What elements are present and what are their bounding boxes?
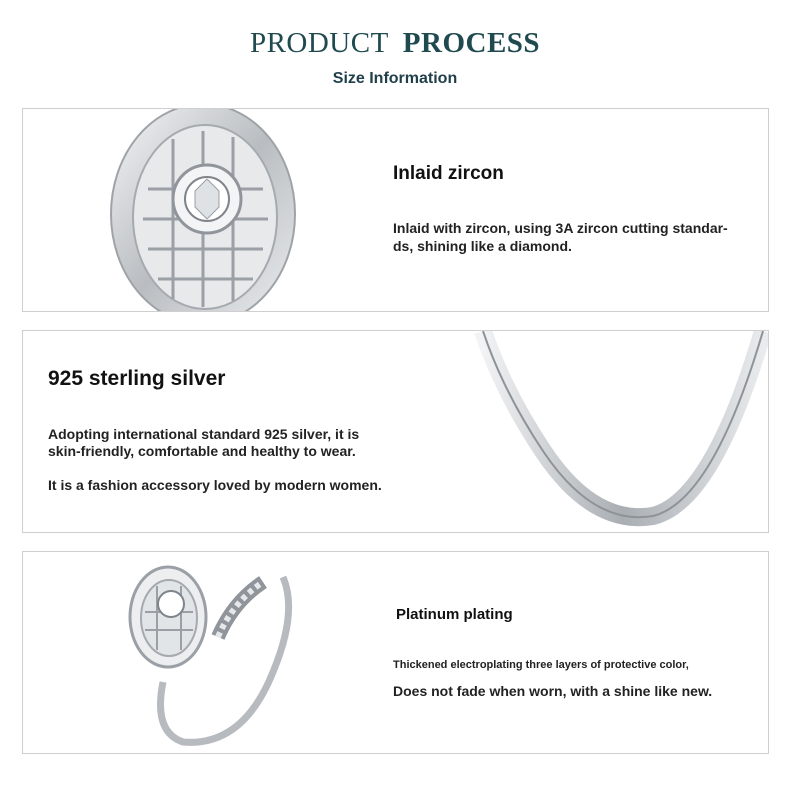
page-subtitle: Size Information — [332, 70, 458, 87]
section-text-line: Inlaid with zircon, using 3A zircon cutting standar- — [393, 220, 728, 236]
section-heading: Platinum plating — [396, 606, 513, 623]
section-heading: Inlaid zircon — [393, 163, 504, 184]
section-text-large: Does not fade when worn, with a shine like new. — [393, 683, 713, 699]
section-text-line: Adopting international standard 925 silver, it is — [48, 426, 360, 442]
ring-closeup-image — [103, 109, 303, 312]
title-bold: PROCESS — [402, 27, 541, 59]
section-platinum-plating — [22, 551, 769, 754]
section-text-line: It is a fashion accessory loved by modern women. — [48, 477, 382, 493]
section-heading: 925 sterling silver — [48, 367, 226, 390]
section-text-line: ds, shining like a diamond. — [393, 238, 572, 254]
section-text-line: skin-friendly, comfortable and healthy to wear. — [48, 443, 356, 459]
section-text-small: Thickened electroplating three layers of protective color, — [393, 659, 689, 671]
ring-full-image — [123, 562, 303, 747]
section-sterling-silver — [22, 330, 769, 533]
title-light: PRODUCT — [249, 27, 389, 59]
ring-band-image — [463, 331, 769, 533]
section-inlaid-zircon — [22, 108, 769, 312]
page-title — [0, 27, 790, 60]
